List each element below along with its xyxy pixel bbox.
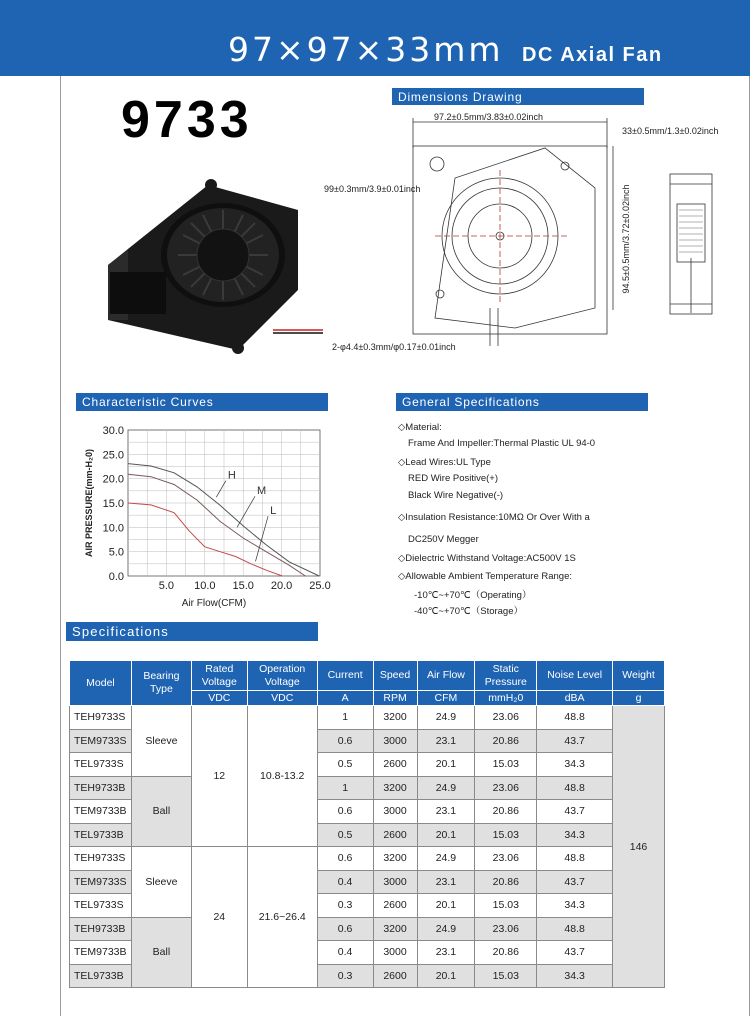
chart-xlabel: Air Flow(CFM) (181, 598, 247, 609)
cell-weight: 146 (613, 706, 665, 988)
cell-pressure: 20.86 (475, 870, 537, 894)
chart-ytick-label: 25.0 (102, 449, 124, 462)
cell-speed: 3000 (373, 941, 417, 965)
table-row (70, 917, 665, 941)
model-number: 9733 (121, 91, 253, 149)
cell-airflow: 20.1 (417, 964, 475, 988)
spec-item: Black Wire Negative(-) (408, 490, 504, 501)
cell-noise: 43.7 (537, 800, 613, 824)
col-current: Current (317, 661, 373, 691)
cell-pressure: 15.03 (475, 894, 537, 918)
cell-noise: 48.8 (537, 847, 613, 871)
col-noise: Noise Level (537, 661, 613, 691)
cell-bearing: Ball (131, 776, 191, 847)
cell-speed: 3000 (373, 800, 417, 824)
spec-item: ◇Insulation Resistance:10MΩ Or Over With a (398, 512, 590, 523)
cell-noise: 48.8 (537, 706, 613, 730)
unit-speed: RPM (373, 691, 417, 706)
col-bearing: Bearing Type (131, 661, 191, 706)
chart-series-label: M (257, 485, 267, 498)
cell-model: TEH9733S (70, 706, 132, 730)
col-rated: Rated Voltage (191, 661, 247, 691)
cell-current: 0.6 (317, 800, 373, 824)
col-pressure: Static Pressure (475, 661, 537, 691)
cell-noise: 34.3 (537, 894, 613, 918)
cell-noise: 48.8 (537, 917, 613, 941)
unit-noise: dBA (537, 691, 613, 706)
spec-item: ◇Lead Wires:UL Type (398, 457, 491, 468)
cell-model: TEL9733S (70, 894, 132, 918)
fan-product-image (88, 170, 328, 360)
dimensions-section-header: Dimensions Drawing (392, 88, 644, 105)
dimensions-drawing (395, 118, 740, 358)
cell-model: TEL9733S (70, 753, 132, 777)
chart-series-label-leader (237, 496, 255, 527)
cell-noise: 34.3 (537, 823, 613, 847)
cell-airflow: 20.1 (417, 823, 475, 847)
cell-current: 0.4 (317, 870, 373, 894)
spec-item: -10℃~+70℃（Operating） (414, 590, 532, 601)
unit-current: A (317, 691, 373, 706)
cell-airflow: 23.1 (417, 729, 475, 753)
spec-item: RED Wire Positive(+) (408, 473, 498, 484)
cell-speed: 2600 (373, 753, 417, 777)
unit-airflow: CFM (417, 691, 475, 706)
cell-noise: 34.3 (537, 753, 613, 777)
unit-pressure: mmH₂0 (475, 691, 537, 706)
chart-ytick-label: 10.0 (102, 522, 124, 535)
cell-noise: 43.7 (537, 870, 613, 894)
chart-series-label-leader (216, 481, 226, 497)
cell-airflow: 24.9 (417, 776, 475, 800)
cell-noise: 43.7 (537, 729, 613, 753)
col-model: Model (70, 661, 132, 706)
spec-item: DC250V Megger (408, 534, 479, 545)
cell-airflow: 20.1 (417, 753, 475, 777)
chart-ytick-label: 0.0 (108, 571, 124, 583)
chart-xtick-label: 5.0 (158, 580, 175, 592)
cell-operation: 10.8-13.2 (247, 706, 317, 847)
chart-ytick-label: 20.0 (102, 473, 124, 486)
cell-airflow: 23.1 (417, 870, 475, 894)
chart-series-label: L (270, 505, 277, 518)
cell-current: 1 (317, 776, 373, 800)
cell-pressure: 20.86 (475, 729, 537, 753)
spec-item: -40℃~+70℃（Storage） (414, 606, 524, 617)
cell-model: TEH9733B (70, 776, 132, 800)
cell-bearing: Sleeve (131, 706, 191, 777)
cell-noise: 43.7 (537, 941, 613, 965)
cell-airflow: 24.9 (417, 706, 475, 730)
cell-current: 1 (317, 706, 373, 730)
header-subtitle: DC Axial Fan (522, 44, 663, 66)
unit-rated: VDC (191, 691, 247, 706)
cell-speed: 2600 (373, 964, 417, 988)
cell-current: 0.5 (317, 753, 373, 777)
cell-model: TEH9733S (70, 847, 132, 871)
cell-pressure: 23.06 (475, 776, 537, 800)
chart-xtick-label: 15.0 (232, 580, 254, 592)
cell-current: 0.6 (317, 729, 373, 753)
cell-pressure: 20.86 (475, 941, 537, 965)
dimension-hole-label: 2-φ4.4±0.3mm/φ0.17±0.01inch (332, 342, 456, 352)
cell-model: TEM9733B (70, 800, 132, 824)
cell-airflow: 23.1 (417, 800, 475, 824)
col-speed: Speed (373, 661, 417, 691)
cell-pressure: 23.06 (475, 706, 537, 730)
cell-pressure: 23.06 (475, 847, 537, 871)
col-airflow: Air Flow (417, 661, 475, 691)
cell-current: 0.3 (317, 894, 373, 918)
cell-current: 0.3 (317, 964, 373, 988)
cell-pressure: 15.03 (475, 964, 537, 988)
table-row (70, 776, 665, 800)
spec-item: Frame And Impeller:Thermal Plastic UL 94-0 (408, 438, 596, 449)
cell-model: TEL9733B (70, 823, 132, 847)
cell-speed: 2600 (373, 894, 417, 918)
cell-noise: 48.8 (537, 776, 613, 800)
col-weight: Weight (613, 661, 665, 691)
chart-series-H (128, 464, 319, 576)
cell-airflow: 20.1 (417, 894, 475, 918)
cell-speed: 2600 (373, 823, 417, 847)
col-operation: Operation Voltage (247, 661, 317, 691)
cell-airflow: 24.9 (417, 917, 475, 941)
table-row (70, 706, 665, 730)
curves-section-header: Characteristic Curves (76, 393, 328, 411)
cell-speed: 3200 (373, 706, 417, 730)
cell-bearing: Sleeve (131, 847, 191, 918)
chart-xtick-label: 25.0 (309, 580, 331, 592)
spec-item: ◇Dielectric Withstand Voltage:AC500V 1S (398, 553, 576, 564)
chart-xtick-label: 20.0 (270, 580, 293, 592)
cell-bearing: Ball (131, 917, 191, 988)
cell-model: TEM9733B (70, 941, 132, 965)
cell-pressure: 20.86 (475, 800, 537, 824)
cell-current: 0.6 (317, 847, 373, 871)
cell-pressure: 15.03 (475, 823, 537, 847)
dimension-depth-label: 33±0.5mm/1.3±0.02inch (622, 126, 719, 136)
specifications-table-header: Specifications (66, 622, 318, 641)
spec-item: ◇Material: (398, 422, 442, 433)
cell-speed: 3000 (373, 729, 417, 753)
cell-airflow: 24.9 (417, 847, 475, 871)
specifications-table (69, 660, 665, 988)
cell-speed: 3200 (373, 917, 417, 941)
unit-weight: g (613, 691, 665, 706)
dimension-vertical-label: 94.5±0.5mm/3.72±0.02inch (621, 184, 631, 294)
dimension-height-label: 99±0.3mm/3.9±0.01inch (324, 184, 421, 194)
cell-model: TEM9733S (70, 729, 132, 753)
cell-current: 0.5 (317, 823, 373, 847)
cell-model: TEH9733B (70, 917, 132, 941)
general-specs-section-header: General Specifications (396, 393, 648, 411)
chart-series-label: H (227, 469, 236, 482)
header-title: 97×97×33mm (228, 30, 504, 69)
cell-operation: 21.6~26.4 (247, 847, 317, 988)
chart-xtick-label: 10.0 (194, 580, 216, 592)
cell-current: 0.4 (317, 941, 373, 965)
cell-speed: 3200 (373, 776, 417, 800)
chart-series-label-leader (255, 516, 268, 561)
chart-ytick-label: 30.0 (102, 425, 124, 437)
cell-model: TEM9733S (70, 870, 132, 894)
cell-speed: 3200 (373, 847, 417, 871)
cell-noise: 34.3 (537, 964, 613, 988)
spec-item: ◇Allowable Ambient Temperature Range: (398, 571, 573, 582)
cell-current: 0.6 (317, 917, 373, 941)
cell-airflow: 23.1 (417, 941, 475, 965)
chart-ylabel: AIR PRESSURE(mm-H₂0) (84, 448, 94, 558)
unit-operation: VDC (247, 691, 317, 706)
dimension-width-label: 97.2±0.5mm/3.83±0.02inch (434, 112, 543, 122)
chart-ytick-label: 5.0 (108, 546, 124, 559)
cell-rated: 12 (191, 706, 247, 847)
cell-rated: 24 (191, 847, 247, 988)
cell-model: TEL9733B (70, 964, 132, 988)
cell-pressure: 23.06 (475, 917, 537, 941)
cell-pressure: 15.03 (475, 753, 537, 777)
chart-ytick-label: 15.0 (102, 498, 124, 510)
chart-series-M (128, 474, 305, 576)
table-row (70, 847, 665, 871)
characteristic-curves-chart (70, 420, 340, 620)
cell-speed: 3000 (373, 870, 417, 894)
